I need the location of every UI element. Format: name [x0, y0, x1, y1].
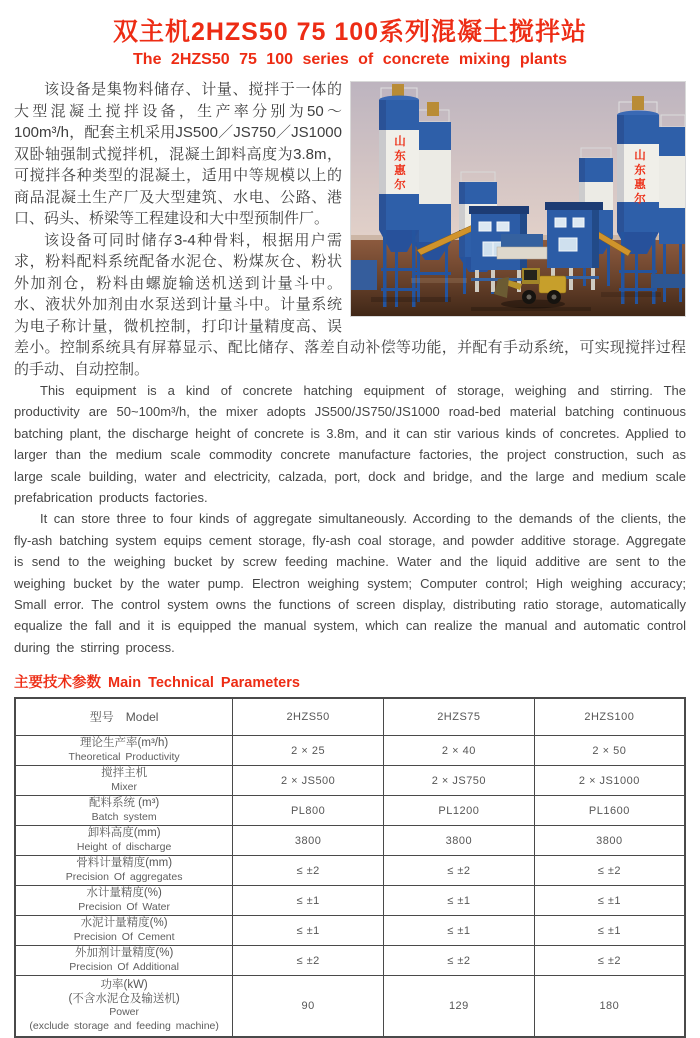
param-value: ≤ ±2	[534, 856, 685, 886]
param-label-zh: 骨料计量精度(mm)	[76, 857, 173, 870]
table-row-discharge-height	[15, 826, 685, 856]
param-label-en: Theoretical Productivity	[68, 750, 180, 763]
param-value: ≤ ±2	[384, 856, 535, 886]
table-row-aggregate-precision	[15, 856, 685, 886]
model-name-3: 2HZS100	[534, 698, 685, 736]
model-name-1: 2HZS50	[233, 698, 384, 736]
param-value: ≤ ±1	[534, 886, 685, 916]
param-value: ≤ ±1	[233, 886, 384, 916]
param-value: 90	[233, 976, 384, 1038]
param-value: ≤ ±1	[384, 916, 535, 946]
param-label-en: Precision Of Additional	[69, 960, 179, 973]
param-value: PL1200	[384, 796, 535, 826]
param-value: ≤ ±2	[233, 946, 384, 976]
param-value: PL800	[233, 796, 384, 826]
param-value: 2 × 25	[233, 736, 384, 766]
section-heading-main-technical-parameters: 主要技术参数 Main Technical Parameters	[14, 675, 300, 692]
param-value: 129	[384, 976, 535, 1038]
param-value: ≤ ±2	[233, 856, 384, 886]
param-label-en: Batch system	[91, 810, 157, 823]
param-label-zh: 外加剂计量精度(%)	[74, 947, 174, 960]
table-row-additive-precision	[15, 946, 685, 976]
parameters-table	[14, 697, 686, 1038]
intro-paragraph-zh-1: 该设备是集物料储存、计量、搅拌于一体的大型混凝土搅拌设备，生产率分别为50～100m³/h，配套主机采用JS500／JS750／JS1000双卧轴强制式搅拌机，混凝土卸料高度为3.8m，可搅拌各种类型的混凝土，适用中等规模以上的商品混凝土生产厂及大型建筑、水电、公路、港口、码头、桥梁等工程建设和大中型预制件厂。	[14, 81, 342, 227]
param-label-en: Height of discharge	[76, 840, 172, 853]
param-value: ≤ ±1	[384, 886, 535, 916]
param-label-zh: 配料系统 (m³)	[88, 797, 160, 810]
param-value: 180	[534, 976, 685, 1038]
silo-brand-text-right: 山东惠尔	[633, 149, 645, 207]
intro-section	[14, 79, 686, 658]
param-value: ≤ ±2	[534, 946, 685, 976]
param-value: 2 × JS1000	[534, 766, 685, 796]
param-value: ≤ ±2	[384, 946, 535, 976]
param-label-en: Precision Of Water	[78, 900, 170, 913]
table-row-productivity	[15, 736, 685, 766]
plant-photo	[350, 81, 686, 317]
param-value: 2 × 50	[534, 736, 685, 766]
param-label-zh-note: (不含水泥仓及输送机)	[68, 992, 180, 1005]
table-row-power	[15, 976, 685, 1038]
table-row-batch-system	[15, 796, 685, 826]
param-label-zh: 水泥计量精度(%)	[80, 917, 168, 930]
param-value: 2 × JS750	[384, 766, 535, 796]
param-label-en: Precision Of aggregates	[65, 870, 183, 883]
intro-paragraph-en-2: It can store three to four kinds of aggregate simultaneously. According to the demands of the clients, the fly-ash batching system equips cement storage, fly-ash coal storage, and powder additive storage. Aggregate is send to the weighing bucket by screw feeding machine. Water and the liquid additive are sent to the weighing bucket by the water pump. Electron weighing system; Computer control; High weighing accuracy; Small error. The control system owns the functions of screen display, distributing ratio storage, automatically equalize the fall and it is equipped the manual system, which can realize the manual and automatic control during the stirring process.	[14, 511, 686, 655]
intro-paragraph-en-1: This equipment is a kind of concrete hatching equipment of storage, weighing and stirring. The productivity are 50~100m³/h, the mixer adopts JS500/JS750/JS1000 road-bed material batching continuous batching plant, the discharge height of concrete is 3.8m, and it can stir various kinds of concretes. Applied to larger than the medium scale commodity concrete manufacture factories, the project construction, such as large scale building, water and electricity, calzada, port, dock and bridge, and the large and medium scale prefabrication products factories.	[14, 383, 686, 506]
model-header-label: 型号 Model	[89, 709, 159, 724]
param-label-en-note: (exclude storage and feeding machine)	[29, 1019, 219, 1032]
param-value: 3800	[384, 826, 535, 856]
param-label-zh: 功率(kW)	[100, 979, 148, 992]
plant-photo-illustration	[351, 82, 685, 316]
table-row-mixer	[15, 766, 685, 796]
table-row-water-precision	[15, 886, 685, 916]
table-row-cement-precision	[15, 916, 685, 946]
param-label-en: Power	[109, 1006, 139, 1019]
param-value: 3800	[233, 826, 384, 856]
silo-right-main	[617, 96, 659, 304]
catalog-page	[0, 12, 700, 1038]
intro-paragraph-zh-2: 该设备可同时储存3-4种骨料，根据用户需求，粉料配料系统配备水泥仓、粉煤灰仓、粉状外加剂仓，粉料由螺旋输送机送到计量斗中。水、液状外加剂由水泵送到计量斗中。计量系统为电子称计量，微机控制，打印计量精度高、误差小。控制系统具有屏幕显示、配比储存、落差自动补偿等功能，并配有手动系统，可实现搅拌过程的手动、自动控制。	[14, 231, 686, 378]
silo-brand-text-left: 山东惠尔	[393, 135, 405, 193]
param-value: 2 × 40	[384, 736, 535, 766]
param-label-zh: 理论生产率(m³/h)	[80, 737, 169, 750]
page-title: 双主机2HZS50 75 100系列混凝土搅拌站	[112, 18, 588, 46]
param-value: ≤ ±1	[233, 916, 384, 946]
param-label-zh: 卸料高度(mm)	[87, 827, 161, 840]
table-header-row	[15, 698, 685, 736]
param-label-en: Mixer	[111, 780, 137, 793]
param-value: ≤ ±1	[534, 916, 685, 946]
param-value: PL1600	[534, 796, 685, 826]
param-label-zh: 水计量精度(%)	[86, 887, 162, 900]
param-value: 2 × JS500	[233, 766, 384, 796]
param-label-zh: 搅拌主机	[101, 767, 148, 780]
model-name-2: 2HZS75	[384, 698, 535, 736]
param-value: 3800	[534, 826, 685, 856]
param-label-en: Precision Of Cement	[73, 930, 175, 943]
page-subtitle: The 2HZS50 75 100 series of concrete mixing plants	[133, 51, 567, 68]
